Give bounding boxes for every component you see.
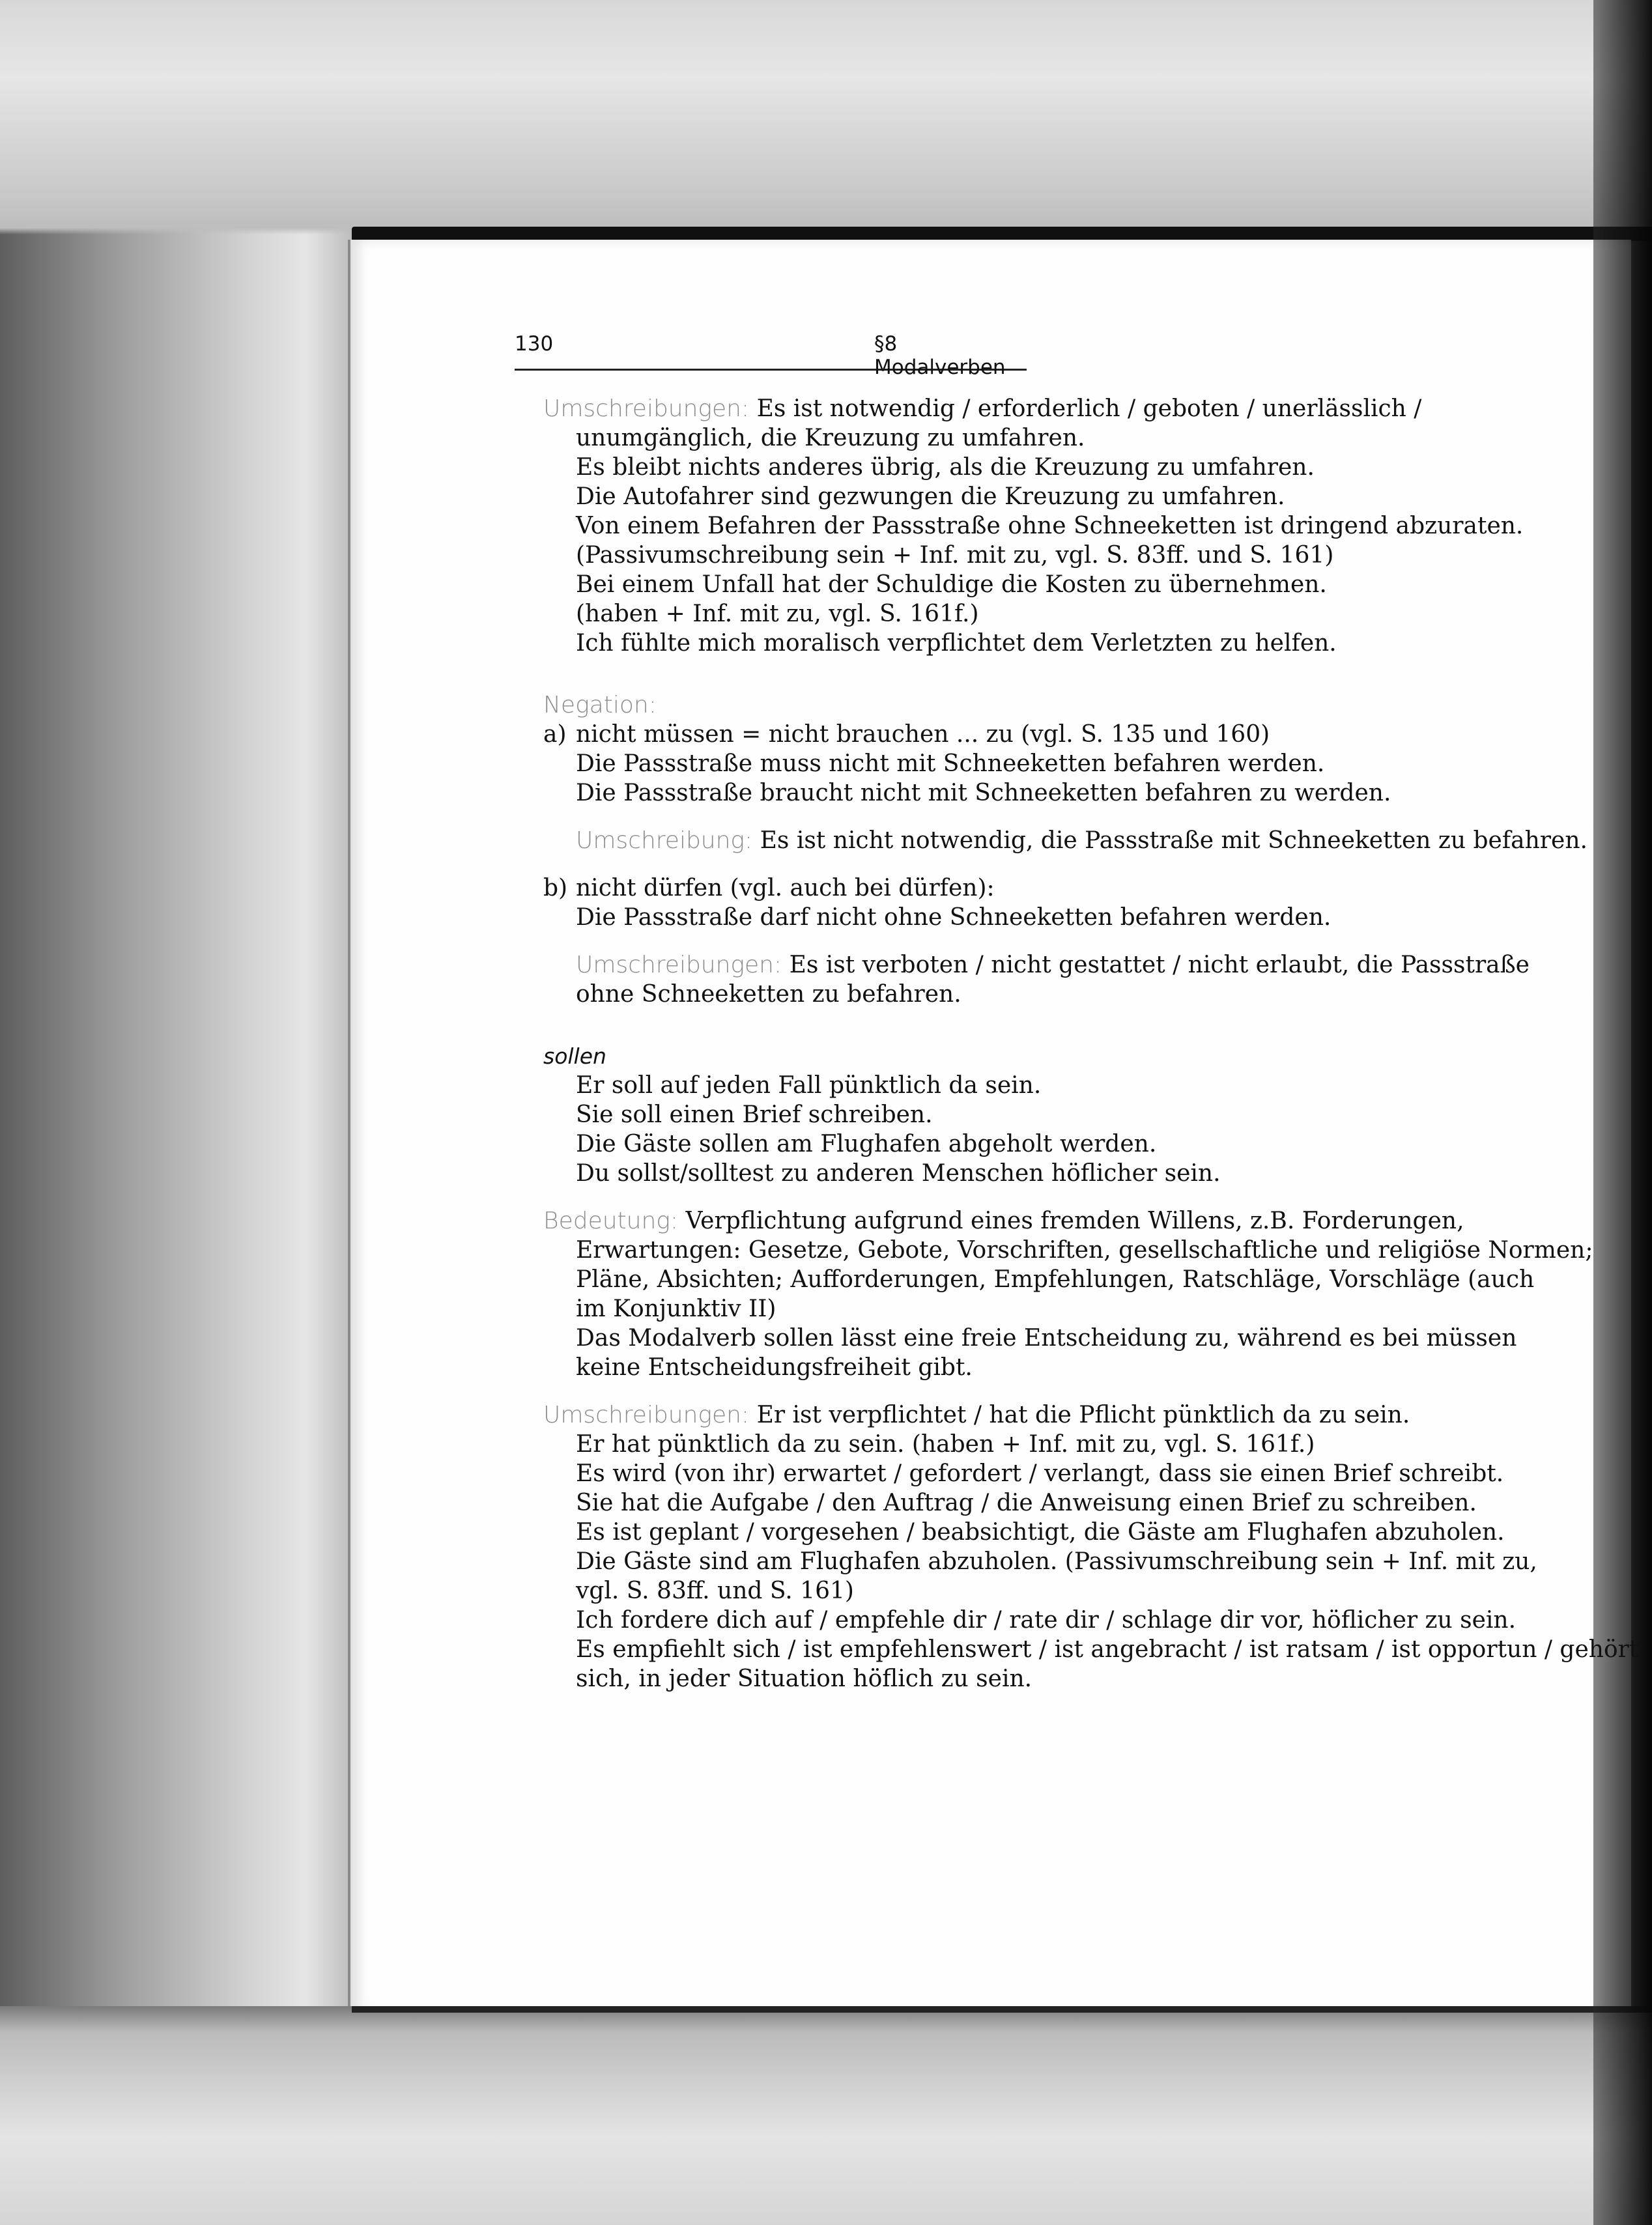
text-line: Die Autofahrer sind gezwungen die Kreuzung zu umfahren. [576, 483, 1285, 510]
text-line: Sie hat die Aufgabe / den Auftrag / die Anweisung einen Brief zu schreiben. [576, 1490, 1477, 1516]
negation-label: Negation: [543, 692, 657, 718]
text-line: Die Passstraße muss nicht mit Schneeketten befahren werden. [576, 750, 1325, 777]
book-bottom-edge [352, 2006, 1652, 2013]
text-line: Es ist notwendig / erforderlich / geboten / unerlässlich / [756, 395, 1422, 422]
text-line: Er ist verpflichtet / hat die Pflicht pünktlich da zu sein. [756, 1402, 1410, 1428]
example-line: Er soll auf jeden Fall pünktlich da sein. [576, 1072, 1042, 1099]
text-line: ohne Schneeketten zu befahren. [576, 981, 961, 1008]
text-line: (haben + Inf. mit zu, vgl. S. 161f.) [576, 601, 979, 627]
page-header [515, 331, 1027, 379]
text-line: keine Entscheidungsfreiheit gibt. [576, 1354, 973, 1381]
negation-block [543, 690, 1612, 1009]
text-line: Verpflichtung aufgrund eines fremden Willens, z.B. Forderungen, [685, 1208, 1464, 1234]
running-title: §8 Modalverben [874, 332, 1006, 379]
text-line: nicht dürfen (vgl. auch bei dürfen): [576, 875, 995, 901]
section-heading-sollen: sollen [543, 1043, 606, 1069]
example-line: Die Gäste sollen am Flughafen abgeholt werden. [576, 1131, 1157, 1157]
bedeutung-label: Bedeutung: [543, 1208, 679, 1234]
scan-background-bottom [0, 2006, 1652, 2225]
text-line: nicht müssen = nicht brauchen ... zu (vgl. S. 135 und 160) [576, 721, 1270, 748]
example-line: Du sollst/solltest zu anderen Menschen höflicher sein. [576, 1160, 1221, 1187]
text-line: sich, in jeder Situation höflich zu sein. [576, 1665, 1032, 1692]
text-line: Die Gäste sind am Flughafen abzuholen. (Passivumschreibung sein + Inf. mit zu, [576, 1548, 1537, 1575]
text-line: Erwartungen: Gesetze, Gebote, Vorschriften, gesellschaftliche und religiöse Normen; [576, 1237, 1593, 1264]
text-line: Es ist geplant / vorgesehen / beabsichtigt, die Gäste am Flughafen abzuholen. [576, 1519, 1505, 1546]
text-line: Ich fühlte mich moralisch verpflichtet dem Verletzten zu helfen. [576, 630, 1337, 657]
text-line: vgl. S. 83ff. und S. 161) [576, 1578, 854, 1604]
list-marker-b: b) [543, 875, 568, 901]
text-line: Es bleibt nichts anderes übrig, als die Kreuzung zu umfahren. [576, 454, 1315, 481]
book-top-edge [352, 227, 1652, 241]
text-line: Ich fordere dich auf / empfehle dir / rate dir / schlage dir vor, höflicher zu sein. [576, 1607, 1517, 1634]
text-line: Pläne, Absichten; Aufforderungen, Empfehlungen, Ratschläge, Vorschläge (auch [576, 1266, 1535, 1293]
page-content [543, 394, 1639, 1694]
text-line: Die Passstraße braucht nicht mit Schneeketten befahren zu werden. [576, 780, 1391, 806]
page-number: 130 [515, 332, 554, 356]
umschreibungen-label: Umschreibungen: [543, 1402, 750, 1428]
umschreibungen-label: Umschreibungen: [543, 395, 750, 422]
example-line: Sie soll einen Brief schreiben. [576, 1101, 933, 1128]
text-line: Er hat pünktlich da zu sein. (haben + Inf. mit zu, vgl. S. 161f.) [576, 1431, 1315, 1458]
list-marker-a: a) [543, 721, 567, 748]
text-line: Bei einem Unfall hat der Schuldige die Kosten zu übernehmen. [576, 571, 1327, 598]
sollen-section [543, 1042, 1639, 1694]
text-line: unumgänglich, die Kreuzung zu umfahren. [576, 425, 1085, 451]
text-line: Die Passstraße darf nicht ohne Schneeketten befahren werden. [576, 904, 1332, 931]
text-line: (Passivumschreibung sein + Inf. mit zu, vgl. S. 83ff. und S. 161) [576, 542, 1334, 569]
text-line: Es wird (von ihr) erwartet / gefordert / verlangt, dass sie einen Brief schreibt. [576, 1460, 1504, 1487]
text-line: Das Modalverb sollen lässt eine freie Entscheidung zu, während es bei müssen [576, 1325, 1517, 1352]
umschreibungen-block-muessen [543, 394, 1612, 658]
umschreibungen-label: Umschreibungen: [576, 952, 782, 978]
umschreibung-label: Umschreibung: [576, 827, 753, 854]
text-line: im Konjunktiv II) [576, 1296, 776, 1322]
text-line: Von einem Befahren der Passstraße ohne Schneeketten ist dringend abzuraten. [576, 513, 1524, 539]
scan-background-top [0, 0, 1652, 234]
text-line: Es empfiehlt sich / ist empfehlenswert / ist angebracht / ist ratsam / ist opportun / gehört [576, 1636, 1639, 1663]
text-line: Es ist nicht notwendig, die Passstraße mit Schneeketten zu befahren. [760, 827, 1588, 854]
text-line: Es ist verboten / nicht gestattet / nicht erlaubt, die Passstraße [789, 952, 1530, 978]
